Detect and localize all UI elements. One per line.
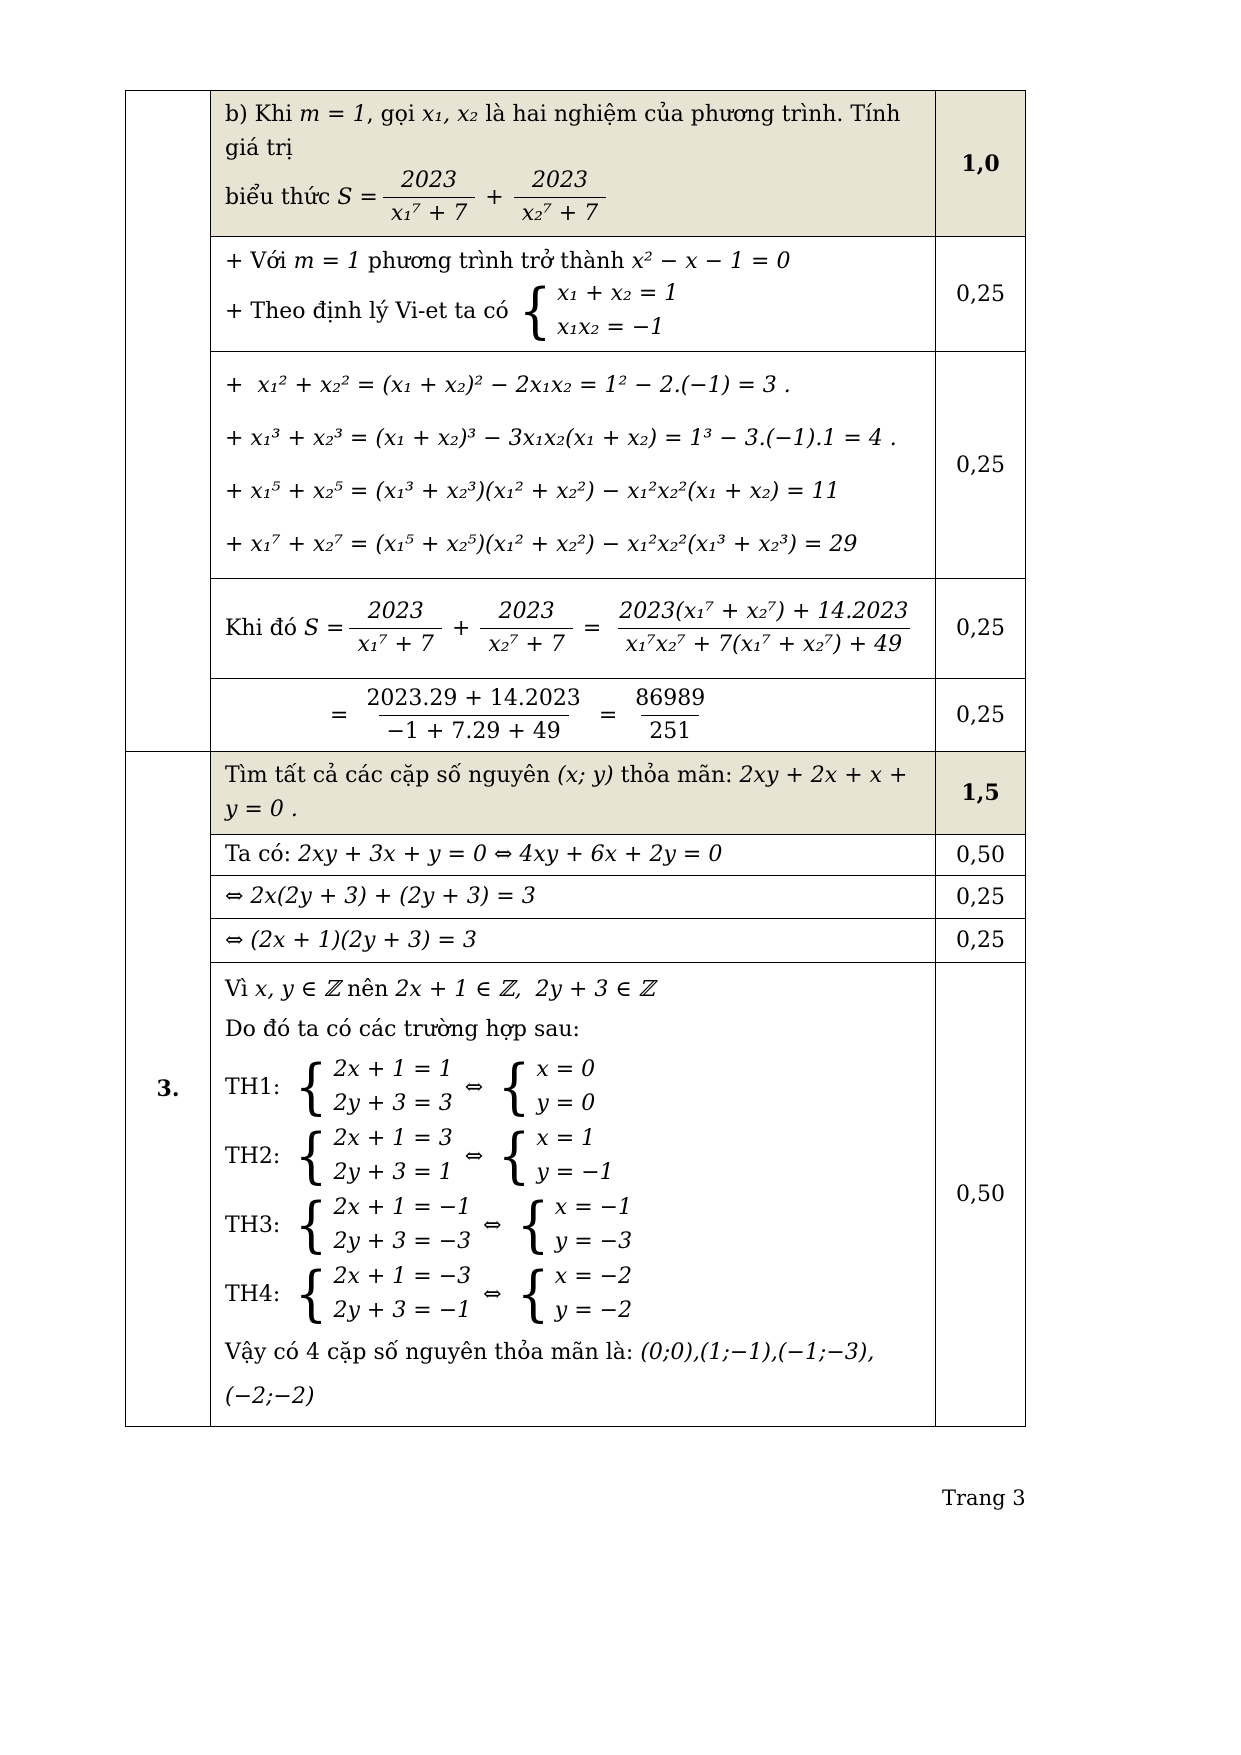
equation: x = −2 bbox=[554, 1264, 633, 1289]
equation-system bbox=[514, 1259, 633, 1329]
score-cell: 1,5 bbox=[936, 752, 1026, 835]
q3-step1-cell bbox=[211, 835, 936, 876]
score-cell: 0,50 bbox=[936, 835, 1026, 876]
table-row bbox=[126, 963, 1026, 1427]
score-cell: 0,25 bbox=[936, 579, 1026, 679]
system-equations bbox=[333, 1193, 471, 1257]
question2-number-cell bbox=[126, 91, 211, 752]
solution-line: Do đó ta có các trường hợp sau: bbox=[225, 1017, 580, 1042]
open-brace: { bbox=[295, 1259, 328, 1329]
question3-number-cell bbox=[126, 752, 211, 1427]
numerator: 2023 bbox=[498, 599, 555, 624]
equation: 2y + 3 = 1 bbox=[333, 1160, 453, 1185]
solution-line: Ta có: 2xy + 3x + y = 0 ⇔ 4xy + 6x + 2y = 0 bbox=[225, 842, 723, 867]
system-equations bbox=[557, 279, 678, 343]
system-equations bbox=[536, 1124, 613, 1188]
system-equations bbox=[333, 1262, 471, 1326]
denominator: x₁⁷ + 7 bbox=[349, 628, 441, 658]
fraction bbox=[358, 686, 588, 745]
equation: 2x + 1 = 1 bbox=[333, 1057, 453, 1082]
statement-formula-line bbox=[225, 166, 925, 229]
equation: x = 1 bbox=[536, 1126, 596, 1151]
score-cell: 0,25 bbox=[936, 876, 1026, 919]
s-result-cell bbox=[211, 679, 936, 752]
plus-operator: + bbox=[485, 185, 504, 210]
case-line bbox=[225, 1190, 925, 1260]
case-label: TH4: bbox=[225, 1281, 281, 1307]
s-expression-cell bbox=[211, 579, 936, 679]
solution-line: + x₁⁷ + x₂⁷ = (x₁⁵ + x₂⁵)(x₁² + x₂²) − x₁²x₂²(x₁³ + x₂³) = 29 bbox=[225, 532, 858, 557]
score-cell: 0,50 bbox=[936, 963, 1026, 1427]
q3-cases-cell bbox=[211, 963, 936, 1427]
equation: 2y + 3 = −1 bbox=[333, 1298, 472, 1323]
table-row bbox=[126, 835, 1026, 876]
equation-system bbox=[292, 1190, 472, 1260]
equation: y = −1 bbox=[536, 1160, 614, 1185]
equation: y = −2 bbox=[554, 1298, 633, 1323]
equation: 2x + 1 = 3 bbox=[333, 1126, 453, 1151]
fraction bbox=[480, 599, 572, 658]
solution-line: Vì x, y ∈ ℤ nên 2x + 1 ∈ ℤ, 2y + 3 ∈ ℤ bbox=[225, 977, 655, 1002]
case-line bbox=[225, 1052, 925, 1122]
score-cell: 1,0 bbox=[936, 91, 1026, 237]
open-brace: { bbox=[295, 1052, 328, 1122]
table-row bbox=[126, 919, 1026, 963]
open-brace: { bbox=[498, 1121, 531, 1191]
case-line bbox=[225, 1121, 925, 1191]
numerator: 2023 bbox=[531, 168, 588, 193]
open-brace: { bbox=[516, 1190, 549, 1260]
conclusion-line: Vậy có 4 cặp số nguyên thỏa mãn là: (0;0),(1;−1),(−1;−3),(−2;−2) bbox=[225, 1340, 875, 1409]
fraction bbox=[383, 168, 475, 227]
solution-line bbox=[225, 597, 925, 660]
equation: x = 0 bbox=[536, 1057, 596, 1082]
system-equations bbox=[333, 1124, 452, 1188]
case-label: TH1: bbox=[225, 1074, 281, 1100]
equation: y = −3 bbox=[554, 1229, 633, 1254]
numerator: 2023(x₁⁷ + x₂⁷) + 14.2023 bbox=[619, 599, 909, 624]
power-sums-cell bbox=[211, 352, 936, 579]
question3-statement-cell bbox=[211, 752, 936, 835]
numerator: 86989 bbox=[635, 685, 706, 711]
system-equations bbox=[555, 1262, 632, 1326]
numerator: 2023 bbox=[401, 168, 458, 193]
iff-arrow: ⇔ bbox=[464, 1143, 484, 1169]
equation-system bbox=[495, 1052, 596, 1122]
formula-prefix: biểu thức S = bbox=[225, 185, 378, 210]
equation: 2y + 3 = −3 bbox=[333, 1229, 472, 1254]
table-row bbox=[126, 237, 1026, 352]
denominator: x₂⁷ + 7 bbox=[480, 628, 572, 658]
table-row bbox=[126, 876, 1026, 919]
solution-line: ⇔ (2x + 1)(2y + 3) = 3 bbox=[225, 927, 477, 953]
case-line bbox=[225, 1259, 925, 1329]
equation-system bbox=[292, 1052, 453, 1122]
equation-system bbox=[516, 276, 679, 346]
iff-arrow: ⇔ bbox=[464, 1074, 484, 1100]
open-brace: { bbox=[516, 1259, 549, 1329]
table-row bbox=[126, 352, 1026, 579]
solution-line bbox=[225, 276, 925, 346]
fraction bbox=[611, 599, 916, 658]
equation: x₁ + x₂ = 1 bbox=[556, 281, 679, 306]
fraction bbox=[514, 168, 606, 227]
numerator: 2023 bbox=[367, 599, 424, 624]
equation: x₁x₂ = −1 bbox=[556, 315, 665, 340]
question-number: 3. bbox=[156, 1076, 180, 1102]
solution-line: + x₁⁵ + x₂⁵ = (x₁³ + x₂³)(x₁² + x₂²) − x₁²x₂²(x₁ + x₂) = 11 bbox=[225, 479, 840, 504]
solution-line: ⇔ 2x(2y + 3) + (2y + 3) = 3 bbox=[225, 884, 536, 909]
open-brace: { bbox=[295, 1121, 328, 1191]
system-prefix: + Theo định lý Vi-et ta có bbox=[225, 298, 516, 324]
denominator: −1 + 7.29 + 49 bbox=[379, 715, 569, 745]
statement-line: b) Khi m = 1, gọi x₁, x₂ là hai nghiệm của phương trình. Tính giá trị bbox=[225, 102, 908, 161]
equation-system bbox=[495, 1121, 614, 1191]
equals-operator: = bbox=[330, 702, 349, 728]
open-brace: { bbox=[295, 1190, 328, 1260]
fraction bbox=[349, 599, 441, 658]
equation-system bbox=[292, 1121, 453, 1191]
score-cell: 0,25 bbox=[936, 237, 1026, 352]
equation: 2x + 1 = −1 bbox=[333, 1195, 472, 1220]
denominator: 251 bbox=[641, 715, 699, 745]
solution-line bbox=[225, 684, 925, 747]
score-cell: 0,25 bbox=[936, 679, 1026, 752]
answer-key-table bbox=[125, 90, 1026, 1427]
statement-line: Tìm tất cả các cặp số nguyên (x; y) thỏa mãn: 2xy + 2x + x + y = 0 . bbox=[225, 763, 915, 822]
table-row bbox=[126, 752, 1026, 835]
open-brace: { bbox=[518, 276, 552, 346]
solution-line: + x₁³ + x₂³ = (x₁ + x₂)³ − 3x₁x₂(x₁ + x₂) = 1³ − 3.(−1).1 = 4 . bbox=[225, 426, 897, 451]
equation: 2x + 1 = −3 bbox=[333, 1264, 472, 1289]
denominator: x₁⁷x₂⁷ + 7(x₁⁷ + x₂⁷) + 49 bbox=[618, 628, 911, 658]
fraction bbox=[627, 686, 713, 745]
system-equations bbox=[555, 1193, 632, 1257]
denominator: x₁⁷ + 7 bbox=[383, 197, 475, 227]
table-row bbox=[126, 91, 1026, 237]
system-equations bbox=[536, 1055, 595, 1119]
equation: 2y + 3 = 3 bbox=[333, 1091, 453, 1116]
case-label: TH3: bbox=[225, 1212, 281, 1238]
iff-arrow: ⇔ bbox=[483, 1281, 502, 1307]
equation: y = 0 bbox=[536, 1091, 596, 1116]
case-label: TH2: bbox=[225, 1143, 281, 1169]
table-row bbox=[126, 579, 1026, 679]
system-equations bbox=[333, 1055, 452, 1119]
viet-step-cell bbox=[211, 237, 936, 352]
solution-line: + Với m = 1 phương trình trở thành x² − x − 1 = 0 bbox=[225, 249, 791, 274]
q3-step3-cell bbox=[211, 919, 936, 963]
table-row bbox=[126, 679, 1026, 752]
formula-prefix: Khi đó S = bbox=[225, 616, 345, 641]
open-brace: { bbox=[498, 1052, 531, 1122]
equation-system bbox=[292, 1259, 472, 1329]
equation-system bbox=[514, 1190, 633, 1260]
iff-arrow: ⇔ bbox=[483, 1212, 502, 1238]
q3-step2-cell bbox=[211, 876, 936, 919]
solution-line: + x₁² + x₂² = (x₁ + x₂)² − 2x₁x₂ = 1² − 2.(−1) = 3 . bbox=[225, 373, 791, 398]
score-cell: 0,25 bbox=[936, 919, 1026, 963]
part-b-statement-cell bbox=[211, 91, 936, 237]
score-cell: 0,25 bbox=[936, 352, 1026, 579]
equals-operator: = bbox=[598, 702, 618, 728]
page-number: Trang 3 bbox=[942, 1486, 1026, 1510]
equation: x = −1 bbox=[554, 1195, 633, 1220]
numerator: 2023.29 + 14.2023 bbox=[366, 685, 581, 711]
plus-operator: + bbox=[451, 616, 471, 641]
equals-operator: = bbox=[582, 616, 602, 641]
denominator: x₂⁷ + 7 bbox=[514, 197, 606, 227]
